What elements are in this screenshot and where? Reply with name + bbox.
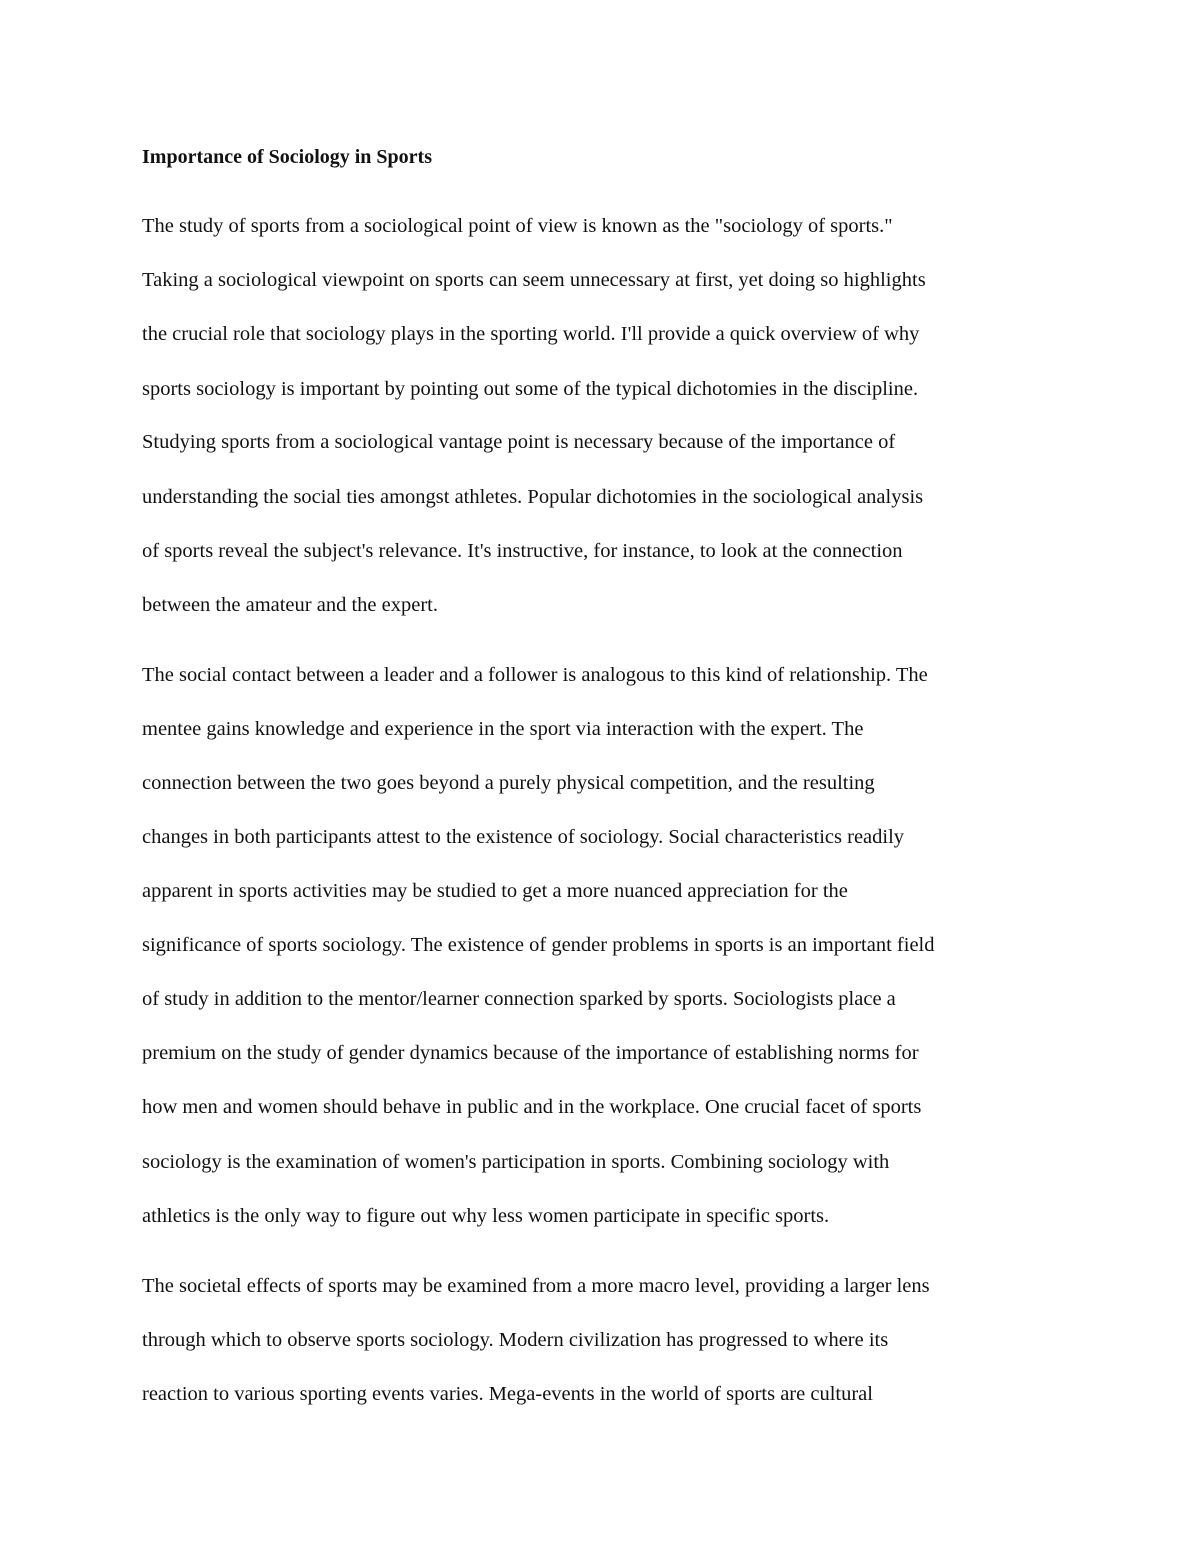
paragraph-1-line-3: the crucial role that sociology plays in the sporting world. I'll provide a quick overview of why bbox=[142, 323, 920, 345]
paragraph-2-line-8: premium on the study of gender dynamics because of the importance of establishing norms for bbox=[142, 1042, 919, 1064]
paragraph-3-line-3: reaction to various sporting events varies. Mega-events in the world of sports are cultural bbox=[142, 1383, 873, 1405]
paragraph-2-line-9: how men and women should behave in public and in the workplace. One crucial facet of sports bbox=[142, 1096, 922, 1118]
paragraph-1-line-2: Taking a sociological viewpoint on sports can seem unnecessary at first, yet doing so highlights bbox=[142, 269, 926, 291]
paragraph-2-line-2: mentee gains knowledge and experience in the sport via interaction with the expert. The bbox=[142, 718, 864, 740]
paragraph-3-line-2: through which to observe sports sociology. Modern civilization has progressed to where its bbox=[142, 1329, 889, 1351]
paragraph-1-line-1: The study of sports from a sociological point of view is known as the "sociology of sports." bbox=[142, 215, 893, 237]
paragraph-2-line-10: sociology is the examination of women's participation in sports. Combining sociology with bbox=[142, 1151, 890, 1173]
paragraph-2-line-1: The social contact between a leader and a follower is analogous to this kind of relationship. The bbox=[142, 664, 928, 686]
paragraph-2-line-4: changes in both participants attest to the existence of sociology. Social characteristics readily bbox=[142, 826, 905, 848]
paragraph-2-line-7: of study in addition to the mentor/learner connection sparked by sports. Sociologists place a bbox=[142, 988, 896, 1010]
paragraph-2-line-11: athletics is the only way to figure out why less women participate in specific sports. bbox=[142, 1205, 830, 1227]
paragraph-1-line-7: of sports reveal the subject's relevance. It's instructive, for instance, to look at the connection bbox=[142, 540, 903, 562]
paragraph-1-line-4: sports sociology is important by pointing out some of the typical dichotomies in the discipline. bbox=[142, 378, 919, 400]
paragraph-2-line-5: apparent in sports activities may be studied to get a more nuanced appreciation for the bbox=[142, 880, 848, 902]
paragraph-2-line-6: significance of sports sociology. The existence of gender problems in sports is an important field bbox=[142, 934, 935, 956]
paragraph-3-line-1: The societal effects of sports may be examined from a more macro level, providing a larger lens bbox=[142, 1275, 930, 1297]
paragraph-1-line-8: between the amateur and the expert. bbox=[142, 594, 438, 616]
paragraph-2-line-3: connection between the two goes beyond a purely physical competition, and the resulting bbox=[142, 772, 875, 794]
paragraph-1-line-5: Studying sports from a sociological vantage point is necessary because of the importance of bbox=[142, 431, 896, 453]
document-title: Importance of Sociology in Sports bbox=[142, 146, 432, 168]
paragraph-1-line-6: understanding the social ties amongst athletes. Popular dichotomies in the sociological analysis bbox=[142, 486, 924, 508]
